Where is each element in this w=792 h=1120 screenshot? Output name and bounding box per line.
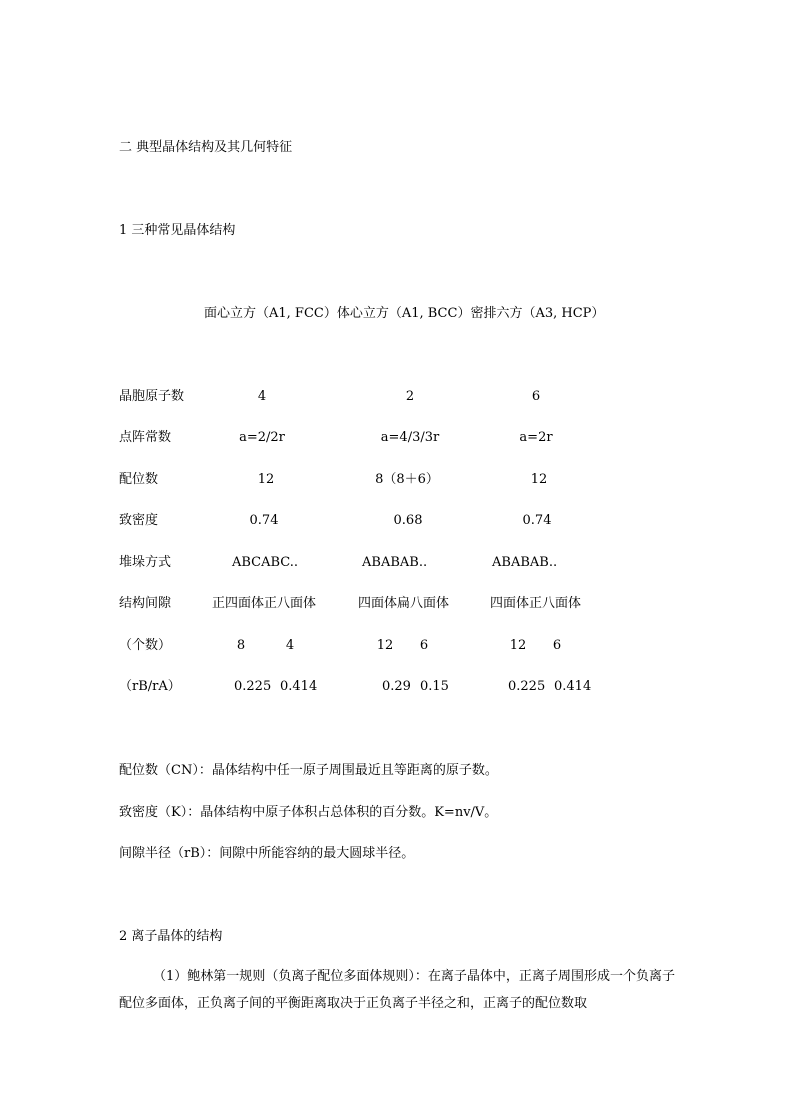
- cell-hcp: 0.74: [522, 513, 552, 528]
- section-title: 二 典型晶体结构及其几何特征: [119, 140, 293, 155]
- row-label: 致密度: [119, 513, 159, 528]
- cell-bcc: ABABAB..: [362, 555, 428, 570]
- row-label: 堆垛方式: [119, 555, 172, 570]
- row-label: 配位数: [119, 472, 159, 487]
- row-label: 结构间隙: [119, 596, 172, 611]
- definition-coordination-number: 配位数（CN）：晶体结构中任一原子周围最近且等距离的原子数。: [119, 763, 498, 778]
- cell-fcc: a=2/2r: [239, 430, 285, 445]
- subsection-title-crystal-structures: 1 三种常见晶体结构: [119, 223, 236, 238]
- cell-hcp-octa: 6: [552, 638, 562, 653]
- cell-hcp-tetra: 0.225: [508, 679, 546, 694]
- cell-hcp: 6: [531, 389, 541, 404]
- cell-hcp: ABABAB..: [492, 555, 558, 570]
- row-label: 晶胞原子数: [119, 389, 185, 404]
- cell-hcp: 12: [530, 472, 548, 487]
- cell-fcc-octa: 0.414: [280, 679, 318, 694]
- row-label: （个数）: [119, 638, 172, 653]
- cell-bcc-octa: 6: [419, 638, 429, 653]
- cell-fcc: ABCABC..: [232, 555, 299, 570]
- cell-bcc: a=4/3/3r: [380, 430, 440, 445]
- table-header: 面心立方（A1, FCC）体心立方（A1, BCC）密排六方（A3, HCP）: [204, 306, 605, 321]
- cell-fcc-tetra: 8: [236, 638, 246, 653]
- cell-fcc: 12: [257, 472, 275, 487]
- cell-hcp-octa: 0.414: [554, 679, 592, 694]
- cell-bcc: 2: [405, 389, 415, 404]
- cell-hcp: 四面体正八面体: [490, 596, 582, 611]
- cell-bcc: 8（8＋6）: [375, 472, 439, 487]
- cell-fcc-octa: 4: [285, 638, 295, 653]
- cell-fcc: 正四面体正八面体: [212, 596, 317, 611]
- subsection-title-ionic-crystals: 2 离子晶体的结构: [119, 929, 223, 944]
- paragraph-pauling-first-rule: （1）鲍林第一规则（负离子配位多面体规则）：在离子晶体中，正离子周围形成一个负离子配位多面体，正负离子间的平衡距离取决于正负离子半径之和，正离子的配位数取: [119, 969, 675, 1011]
- definition-interstitial-radius: 间隙半径（rB）：间隙中所能容纳的最大圆球半径。: [119, 846, 415, 861]
- cell-hcp-tetra: 12: [509, 638, 527, 653]
- cell-fcc: 0.74: [249, 513, 279, 528]
- cell-bcc-tetra: 12: [376, 638, 394, 653]
- definition-packing-density: 致密度（K）：晶体结构中原子体积占总体积的百分数。K=nv/V。: [119, 805, 498, 820]
- cell-hcp: a=2r: [519, 430, 553, 445]
- cell-bcc: 0.68: [393, 513, 423, 528]
- cell-bcc: 四面体扁八面体: [358, 596, 450, 611]
- cell-bcc-octa: 0.15: [420, 679, 449, 694]
- row-label: 点阵常数: [119, 430, 172, 445]
- cell-bcc-tetra: 0.29: [382, 679, 411, 694]
- cell-fcc-tetra: 0.225: [234, 679, 272, 694]
- cell-fcc: 4: [257, 389, 267, 404]
- row-label: （rB/rA）: [119, 679, 181, 694]
